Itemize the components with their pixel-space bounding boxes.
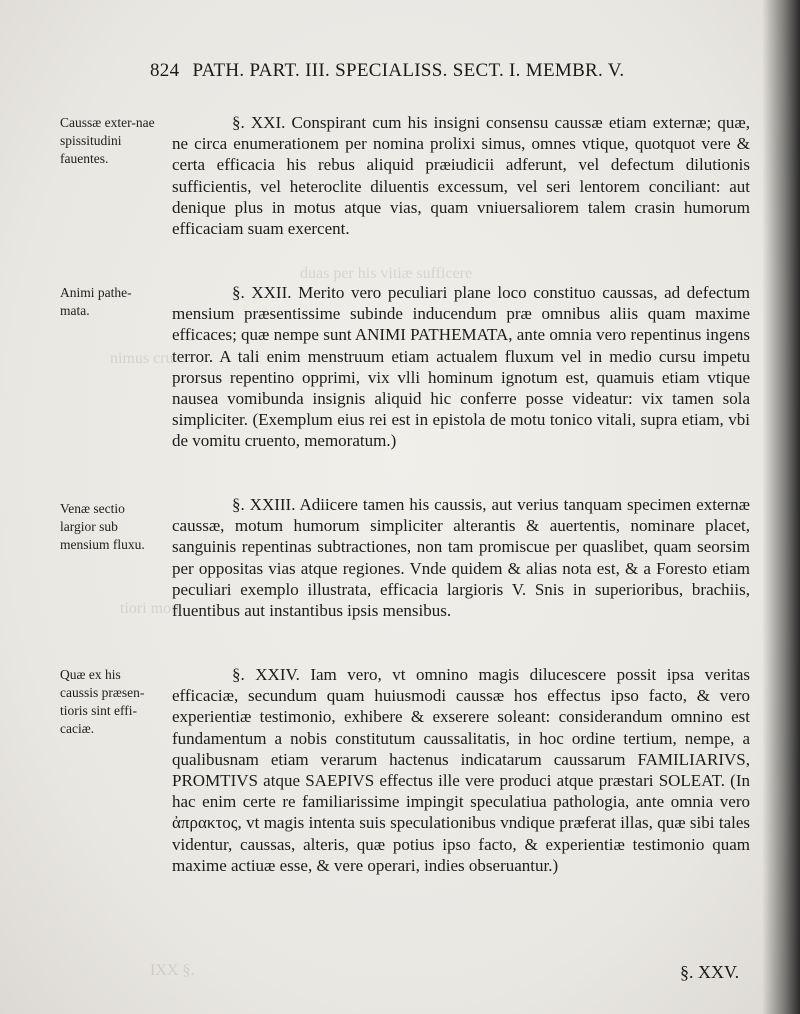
margin-note: Quæ ex his caussis præsen-tioris sint effi-caciæ. — [60, 667, 145, 736]
page-gutter-shadow — [762, 0, 800, 1014]
margin-note: Venæ sectio largior sub mensium fluxu. — [60, 501, 145, 552]
running-header — [150, 60, 770, 82]
running-title: PATH. PART. III. SPECIALISS. SECT. I. MEMBR. V. — [192, 60, 625, 81]
paragraph-21 — [172, 112, 750, 239]
paragraph-text: §. XXIII. Adiicere tamen his caussis, aut verius tanquam specimen externæ caussæ, motum humorum simpliciter alterantis & auertentis, nominare placet, sanguinis repentinas subtractiones, non tam promiscue per quaslibet, quam seorsim per oppositas vias atque regiones. Vnde quidem & alias nota est, & a Foresto etiam peculiari exemplo illustrata, efficacia largioris V. Snis in superioribus, brachiis, fluentibus aut instantibus ipsis mensibus. — [172, 495, 750, 621]
margin-note: Animi pathe-mata. — [60, 285, 132, 318]
paragraph-text: §. XXII. Merito vero peculiari plane loco constituo caussas, ad defectum mensium præsentissime subinde inducendum præ omnibus aliis quam maxime efficaces; quæ nempe sunt ANIMI PATHEMATA, ante omnia vero repentinus ingens terror. A tali enim menstruum etiam actualem fluxum vel in medio cursu impetu prorsus repentino opprimi, vix vlli hominum ignotum est, quamuis etiam vtique nausea vomibunda insignis aliquid hic conferre posse videatur: vix tamen sola simpliciter. (Exemplum eius rei est in epistola de motu tonico vitali, supra etiam, vbi de vomitu cruento, memoratum.) — [172, 283, 750, 451]
catchword: §. XXV. — [680, 962, 740, 982]
paragraph-text: §. XXIV. Iam vero, vt omnino magis dilucescere possit ipsa veritas efficaciæ, secundum quam huiusmodi caussæ hos effectus ipso facto, & vero experientiæ testimonio, exhibere & exserere soleant: considerandum omnino est fundamentum a nobis constitutum caussalitatis, in hoc ordine tertium, nempe, a qualibusnam etiam verarum hactenus indicatarum caussarum FAMILIARIVS, PROMTIVS atque SAEPIVS effectus ille vere produci atque præstari SOLEAT. (In hac enim certe re familiarissime impingit speculatiua pathologia, ante omnia vero ἀπρακτος, vt magis intenta suis speculationibus vndique præferat illas, quæ sibi tales videntur, caussas, alteris, quæ potius ipso facto, & experientiæ testimonio quam maxime actiuæ esse, & vere operari, indies obseruantur.) — [172, 665, 750, 875]
page-number: 824 — [150, 60, 180, 81]
paragraph-24 — [172, 664, 750, 876]
paragraph-23 — [172, 494, 750, 621]
bleed-through-text: duas per his vitiæ sufficere — [300, 265, 473, 282]
bleed-through-text: tiori mon — [120, 600, 180, 617]
margin-note: Caussæ exter-nae spissitudini fauentes. — [60, 115, 155, 166]
paragraph-text: §. XXI. Conspirant cum his insigni consensu caussæ etiam externæ; quæ, ne circa enumerationem per nomina prolixi simus, omnes vtique, quotquot vere & certa efficacia his rebus aliquid præiudicii adferunt, vel defectum dilutionis sufficientis, vel heteroclite diluentis excessum, vel seri lentorem conciliant: aut denique plus in motus atque vias, quam vniuersaliorem talem crasin humorum efficaciam suam exercent. — [172, 113, 750, 239]
bleed-through-text: IXX §. — [150, 962, 195, 979]
bleed-through-text: nimus cru — [110, 350, 174, 367]
paragraph-22 — [172, 282, 750, 452]
